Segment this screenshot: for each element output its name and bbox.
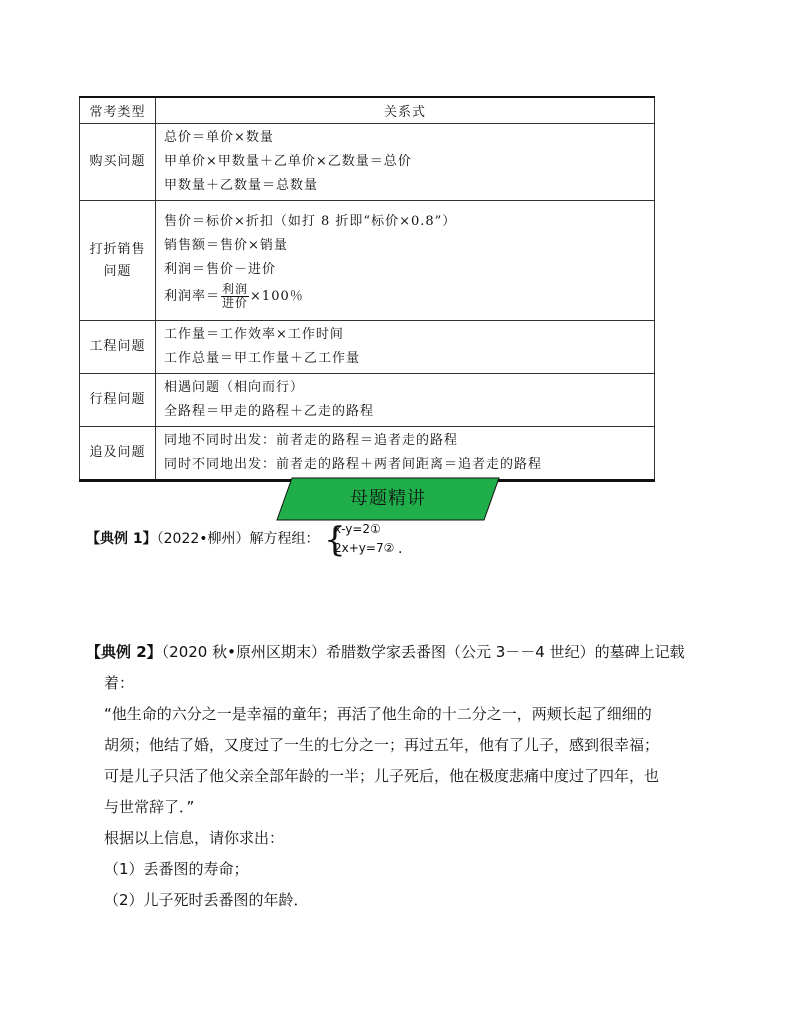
fraction-denominator: 进价 bbox=[222, 295, 249, 310]
relation-cell bbox=[156, 124, 655, 201]
relation-line: 利润＝售价－进价 bbox=[164, 261, 277, 277]
example-2-question: （2020 秋•原州区期末）希腊数学家丢番图（公元 3－－4 世纪）的墓碑上记载 bbox=[161, 643, 685, 661]
fraction bbox=[221, 283, 249, 310]
relation-line: 相遇问题（相向而行） bbox=[164, 380, 305, 395]
fraction-numerator: 利润 bbox=[222, 281, 249, 296]
paragraph-line: 根据以上信息，请你求出： bbox=[104, 829, 285, 847]
relation-line: 同地不同时出发：前者走的路程＝追者走的路程 bbox=[164, 433, 459, 448]
sub-question-1: （1）丢番图的寿命； bbox=[104, 860, 249, 878]
relation-line: 同时不同地出发：前者走的路程＋两者间距离＝追者走的路程 bbox=[164, 457, 543, 472]
paragraph-line: “他生命的六分之一是幸福的童年；再活了他生命的十二分之一，两颊长起了细细的 bbox=[104, 705, 652, 723]
example-1-text bbox=[86, 528, 320, 548]
relation-line: 甲数量＋乙数量＝总数量 bbox=[164, 178, 319, 193]
type-cell: 购买问题 bbox=[80, 124, 156, 201]
type-cell bbox=[80, 201, 156, 321]
relation-line: 总价＝单价×数量 bbox=[164, 130, 274, 145]
table-row-travel bbox=[80, 374, 655, 427]
relation-cell bbox=[156, 427, 655, 481]
relation-line: 全路程＝甲走的路程＋乙走的路程 bbox=[164, 404, 375, 419]
type-cell: 工程问题 bbox=[80, 321, 156, 374]
section-banner-title: 母题精讲 bbox=[350, 488, 426, 509]
example-2-label: 【典例 2】 bbox=[86, 643, 162, 661]
profit-rate-formula bbox=[164, 282, 646, 312]
table-row-purchase bbox=[80, 124, 655, 201]
example-1-label: 【典例 1】 bbox=[86, 531, 157, 547]
equation-brace: { bbox=[324, 520, 346, 560]
relation-line: 甲单价×甲数量＋乙单价×乙数量＝总价 bbox=[164, 154, 412, 169]
example-2-heading bbox=[86, 637, 726, 668]
type-label: 打折销售问题 bbox=[89, 241, 146, 279]
relation-cell bbox=[156, 374, 655, 427]
formula-rhs: ×100％ bbox=[250, 288, 304, 304]
equation-end: . bbox=[398, 541, 403, 557]
header-relation: 关系式 bbox=[156, 97, 655, 124]
paragraph-line: 着： bbox=[104, 674, 135, 692]
relation-line: 销售额＝售价×销量 bbox=[164, 237, 288, 253]
relation-line: 工作量＝工作效率×工作时间 bbox=[164, 327, 344, 342]
header-type: 常考类型 bbox=[80, 97, 156, 124]
paragraph-line: 胡须；他结了婚，又度过了一生的七分之一；再过五年，他有了儿子，感到很幸福； bbox=[104, 736, 660, 754]
table-row-discount bbox=[80, 201, 655, 321]
type-cell: 行程问题 bbox=[80, 374, 156, 427]
equation-2: 2x+y=7② bbox=[334, 541, 395, 555]
example-2 bbox=[86, 637, 726, 916]
table-header-row bbox=[80, 97, 655, 124]
equation-1: x-y=2① bbox=[334, 522, 381, 536]
sub-question-2: （2）儿子死时丢番图的年龄． bbox=[104, 891, 309, 909]
relation-cell bbox=[156, 321, 655, 374]
paragraph-line: 与世常辞了．” bbox=[104, 798, 195, 816]
table-row-engineering bbox=[80, 321, 655, 374]
relation-line: 售价＝标价×折扣（如打 8 折即“标价×0.8”） bbox=[164, 213, 457, 229]
relation-cell bbox=[156, 201, 655, 321]
formula-lhs: 利润率＝ bbox=[164, 288, 221, 304]
relation-line: 工作总量＝甲工作量＋乙工作量 bbox=[164, 351, 361, 366]
relation-table bbox=[79, 96, 655, 482]
paragraph-line: 可是儿子只活了他父亲全部年龄的一半；儿子死后，他在极度悲痛中度过了四年，也 bbox=[104, 767, 660, 785]
table-row-pursuit bbox=[80, 427, 655, 481]
type-cell: 追及问题 bbox=[80, 427, 156, 481]
example-1-question: （2022•柳州）解方程组： bbox=[156, 531, 320, 547]
